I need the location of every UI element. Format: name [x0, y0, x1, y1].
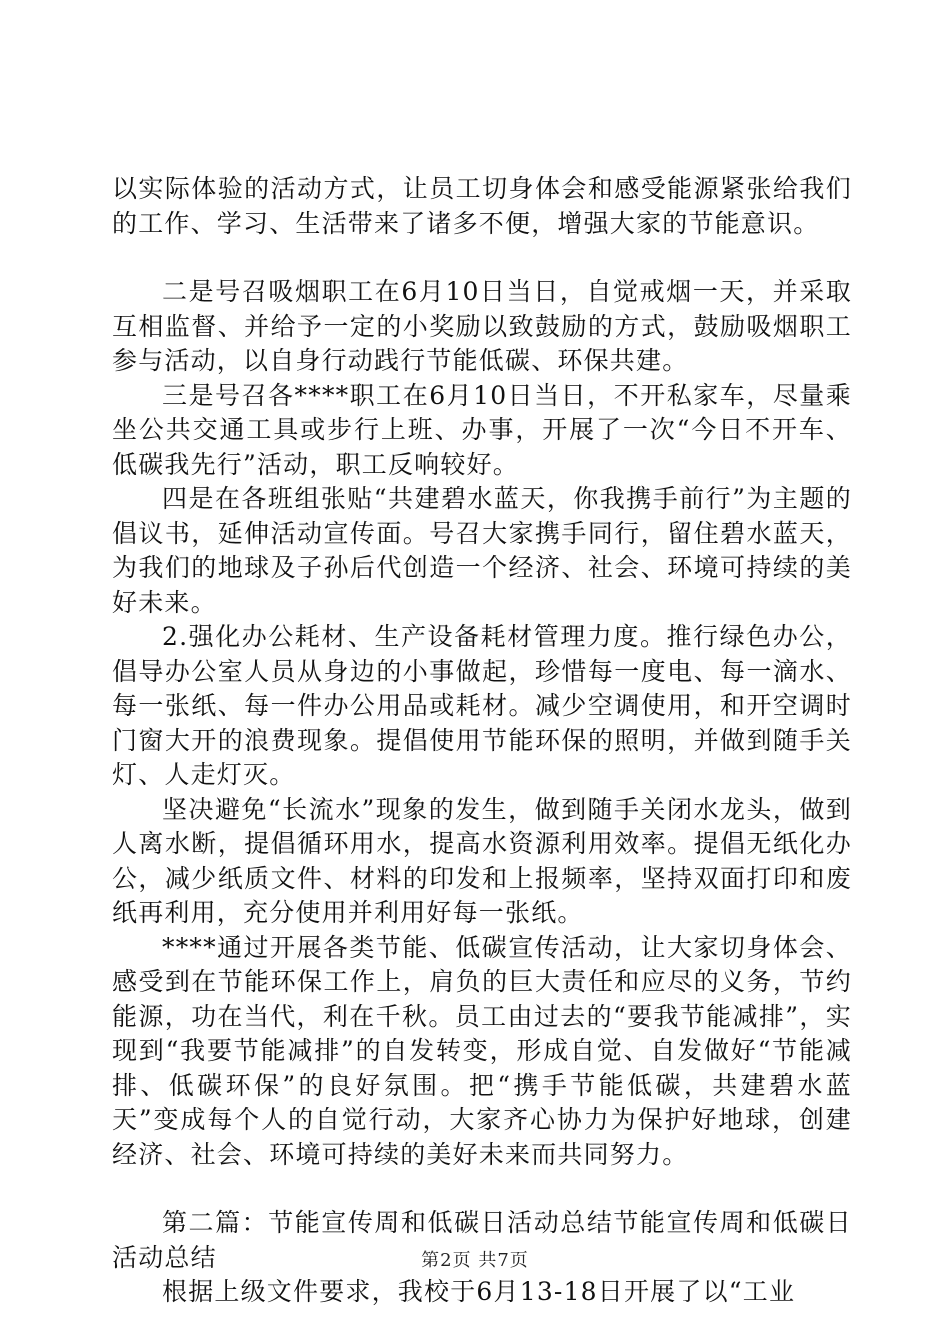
document-body [112, 172, 852, 1310]
page-number-footer: 第2页 共7页 [421, 1250, 529, 1271]
paragraph-gap [112, 1172, 852, 1206]
paragraph-2: 二是号召吸烟职工在6月10日当日，自觉戒烟一天，并采取互相监督、并给予一定的小奖励以致鼓励的方式，鼓励吸烟职工参与活动，以自身行动践行节能低碳、环保共建。 [112, 277, 852, 375]
paragraph-3: 三是号召各****职工在6月10日当日，不开私家车，尽量乘坐公共交通工具或步行上班、办事，开展了一次“今日不开车、低碳我先行”活动，职工反响较好。 [112, 380, 852, 479]
paragraph-8: 根据上级文件要求，我校于6月13-18日开展了以“工业 [162, 1277, 796, 1306]
paragraph-5: 2.强化办公耗材、生产设备耗材管理力度。推行绿色办公，倡导办公室人员从身边的小事做起，珍惜每一度电、每一滴水、每一张纸、每一件办公用品或耗材。减少空调使用，和开空调时门窗大开的浪费现象。提倡使用节能环保的照明，并做到随手关灯、人走灯灭。 [112, 622, 852, 789]
paragraph-4: 四是在各班组张贴“共建碧水蓝天，你我携手前行”为主题的倡议书，延伸活动宣传面。号召大家携手同行，留住碧水蓝天，为我们的地球及子孙后代创造一个经济、社会、环境可持续的美好未来。 [112, 484, 852, 617]
paragraph-gap [112, 241, 852, 275]
section-heading: 第二篇：节能宣传周和低碳日活动总结节能宣传周和低碳日活动总结 [112, 1208, 852, 1272]
paragraph-7: ****通过开展各类节能、低碳宣传活动，让大家切身体会、感受到在节能环保工作上，肩负的巨大责任和应尽的义务，节约能源，功在当代，利在千秋。员工由过去的“要我节能减排”，实现到“我要节能减排”的自发转变，形成自觉、自发做好“节能减排、低碳环保”的良好氛围。把“携手节能低碳，共建碧水蓝天”变成每个人的自觉行动，大家齐心协力为保护好地球，创建经济、社会、环境可持续的美好未来而共同努力。 [112, 932, 852, 1169]
paragraph-6: 坚决避免“长流水”现象的发生，做到随手关闭水龙头，做到人离水断，提倡循环用水，提高水资源利用效率。提倡无纸化办公，减少纸质文件、材料的印发和上报频率，坚持双面打印和废纸再利用，充分使用并利用好每一张纸。 [112, 794, 852, 927]
paragraph-1: 以实际体验的活动方式，让员工切身体会和感受能源紧张给我们的工作、学习、生活带来了诸多不便，增强大家的节能意识。 [112, 174, 852, 238]
